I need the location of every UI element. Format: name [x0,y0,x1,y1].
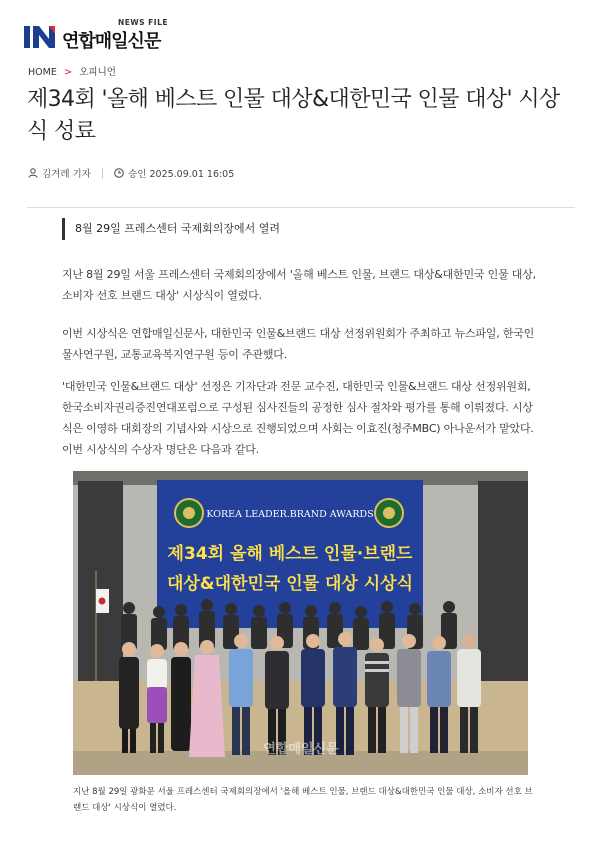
article-title: 제34회 '올해 베스트 인물 대상&대한민국 인물 대상' 시상식 성료 [27,87,560,144]
banner-title-line1: 제34회 올해 베스트 인물·브랜드 [167,544,413,564]
article-meta [28,166,234,180]
paragraph-1: 지난 8월 29일 서울 프레스센터 국제회의장에서 '올해 베스트 인물, 브랜드 대상&대한민국 인물 대상, 소비자 선호 브랜드 대상' 시상식이 열렸다. [62,268,536,302]
breadcrumb-section[interactable]: 오피니언 [79,67,116,78]
photo-watermark: 연합매일신문 [263,742,339,757]
meta-divider: | [100,167,105,179]
article-subtitle: 8월 29일 프레스센터 국제회의장에서 열려 [62,218,280,240]
paragraph-3: '대한민국 인물&브랜드 대상' 선정은 기자단과 전문 교수진, 대한민국 인물&브랜드 대상 선정위원회, 한국소비자권리증진연대포럼으로 구성된 심사진들의 공정한 심사 절차와 평가를 통해 이뤄졌다. 시상식은 이영하 대회장의 기념사와 시상으로 진행되었으며 사회는 이효진(청주MBC) 아나운서가 맡았다. 이번 시상식의 수상자 명단은 다음과 같다. [62,380,534,456]
divider-line [27,207,575,208]
logo-icon[interactable] [24,26,58,48]
site-header [24,18,224,52]
clock-icon [114,168,124,178]
breadcrumb-separator: > [63,67,73,78]
article-author: 김겨레 기자 [42,169,91,180]
logo-subtitle: NEWS FILE [118,18,169,27]
article-photo [73,471,528,775]
user-icon [28,168,38,178]
site-logo[interactable]: 연합매일신문 [62,31,161,52]
award-ceremony-photo [73,471,528,775]
breadcrumb-home[interactable]: HOME [28,67,57,78]
photo-caption: 지난 8월 29일 광화문 서울 프레스센터 국제회의장에서 '올해 베스트 인물, 브랜드 대상&대한민국 인물 대상, 소비자 선호 브랜드 대상' 시상식이 열렸다. [73,787,533,813]
article-date: 승인 2025.09.01 16:05 [128,169,235,180]
banner-title-line2: 대상&대한민국 인물 대상 시상식 [166,574,414,594]
breadcrumb [28,64,116,78]
paragraph-2: 이번 시상식은 연합매일신문사, 대한민국 인물&브랜드 대상 선정위원회가 주최하고 뉴스파일, 한국인물사연구원, 교통교육복지연구원 등이 주관했다. [62,327,535,361]
banner-award-name: KOREA LEADER.BRAND AWARDS [206,509,374,520]
